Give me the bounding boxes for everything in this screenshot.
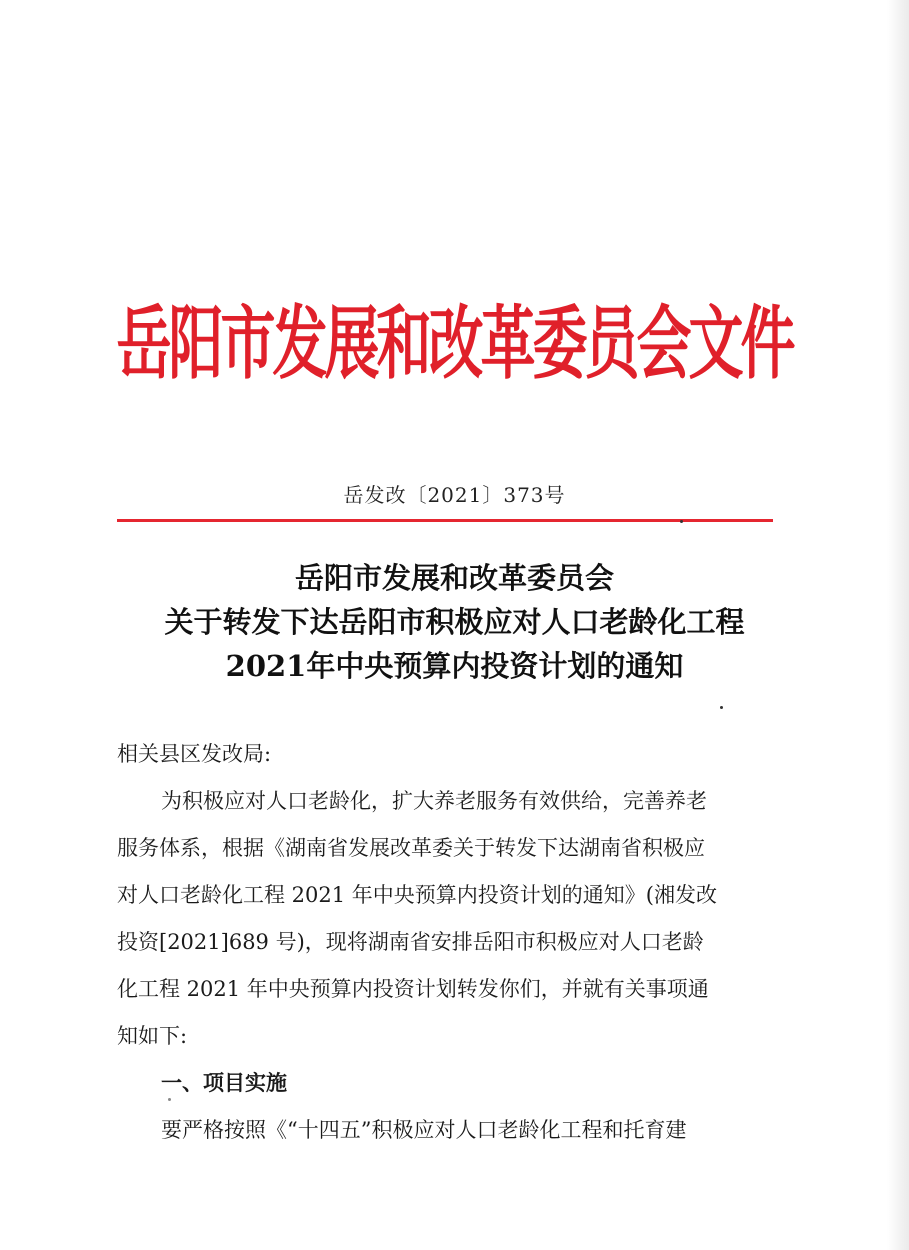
notice-title [0, 556, 909, 688]
body-last-line: 要严格按照《“十四五”积极应对人口老龄化工程和托育建 [161, 1118, 687, 1142]
title-line-3: 2021年中央预算内投资计划的通知 [225, 649, 684, 683]
title-line-1: 岳阳市发展和改革委员会 [294, 561, 614, 595]
section-heading: 一、项目实施 [161, 1071, 287, 1095]
scan-speck [680, 520, 683, 523]
body-line-5: 化工程 2021 年中央预算内投资计划转发你们，并就有关事项通 [117, 977, 709, 1001]
document-number: 岳发改〔2021〕373号 [343, 483, 566, 507]
body-line-2: 服务体系，根据《湖南省发展改革委关于转发下达湖南省积极应 [117, 836, 705, 860]
scan-speck [720, 706, 723, 709]
salutation: 相关县区发改局: [117, 742, 272, 766]
notice-body [117, 731, 777, 1154]
body-line-1: 为积极应对人口老龄化，扩大养老服务有效供给，完善养老 [161, 789, 707, 813]
body-line-6: 知如下: [117, 1024, 188, 1048]
body-line-4: 投资[2021]689 号)，现将湖南省安排岳阳市积极应对人口老龄 [117, 930, 704, 954]
title-line-2: 关于转发下达岳阳市积极应对人口老龄化工程 [164, 605, 745, 639]
scan-speck [168, 1098, 171, 1101]
body-line-3: 对人口老龄化工程 2021 年中央预算内投资计划的通知》(湘发改 [117, 883, 717, 907]
agency-masthead: 岳阳市发展和改革委员会文件 [116, 295, 793, 390]
red-separator-line [117, 519, 773, 522]
